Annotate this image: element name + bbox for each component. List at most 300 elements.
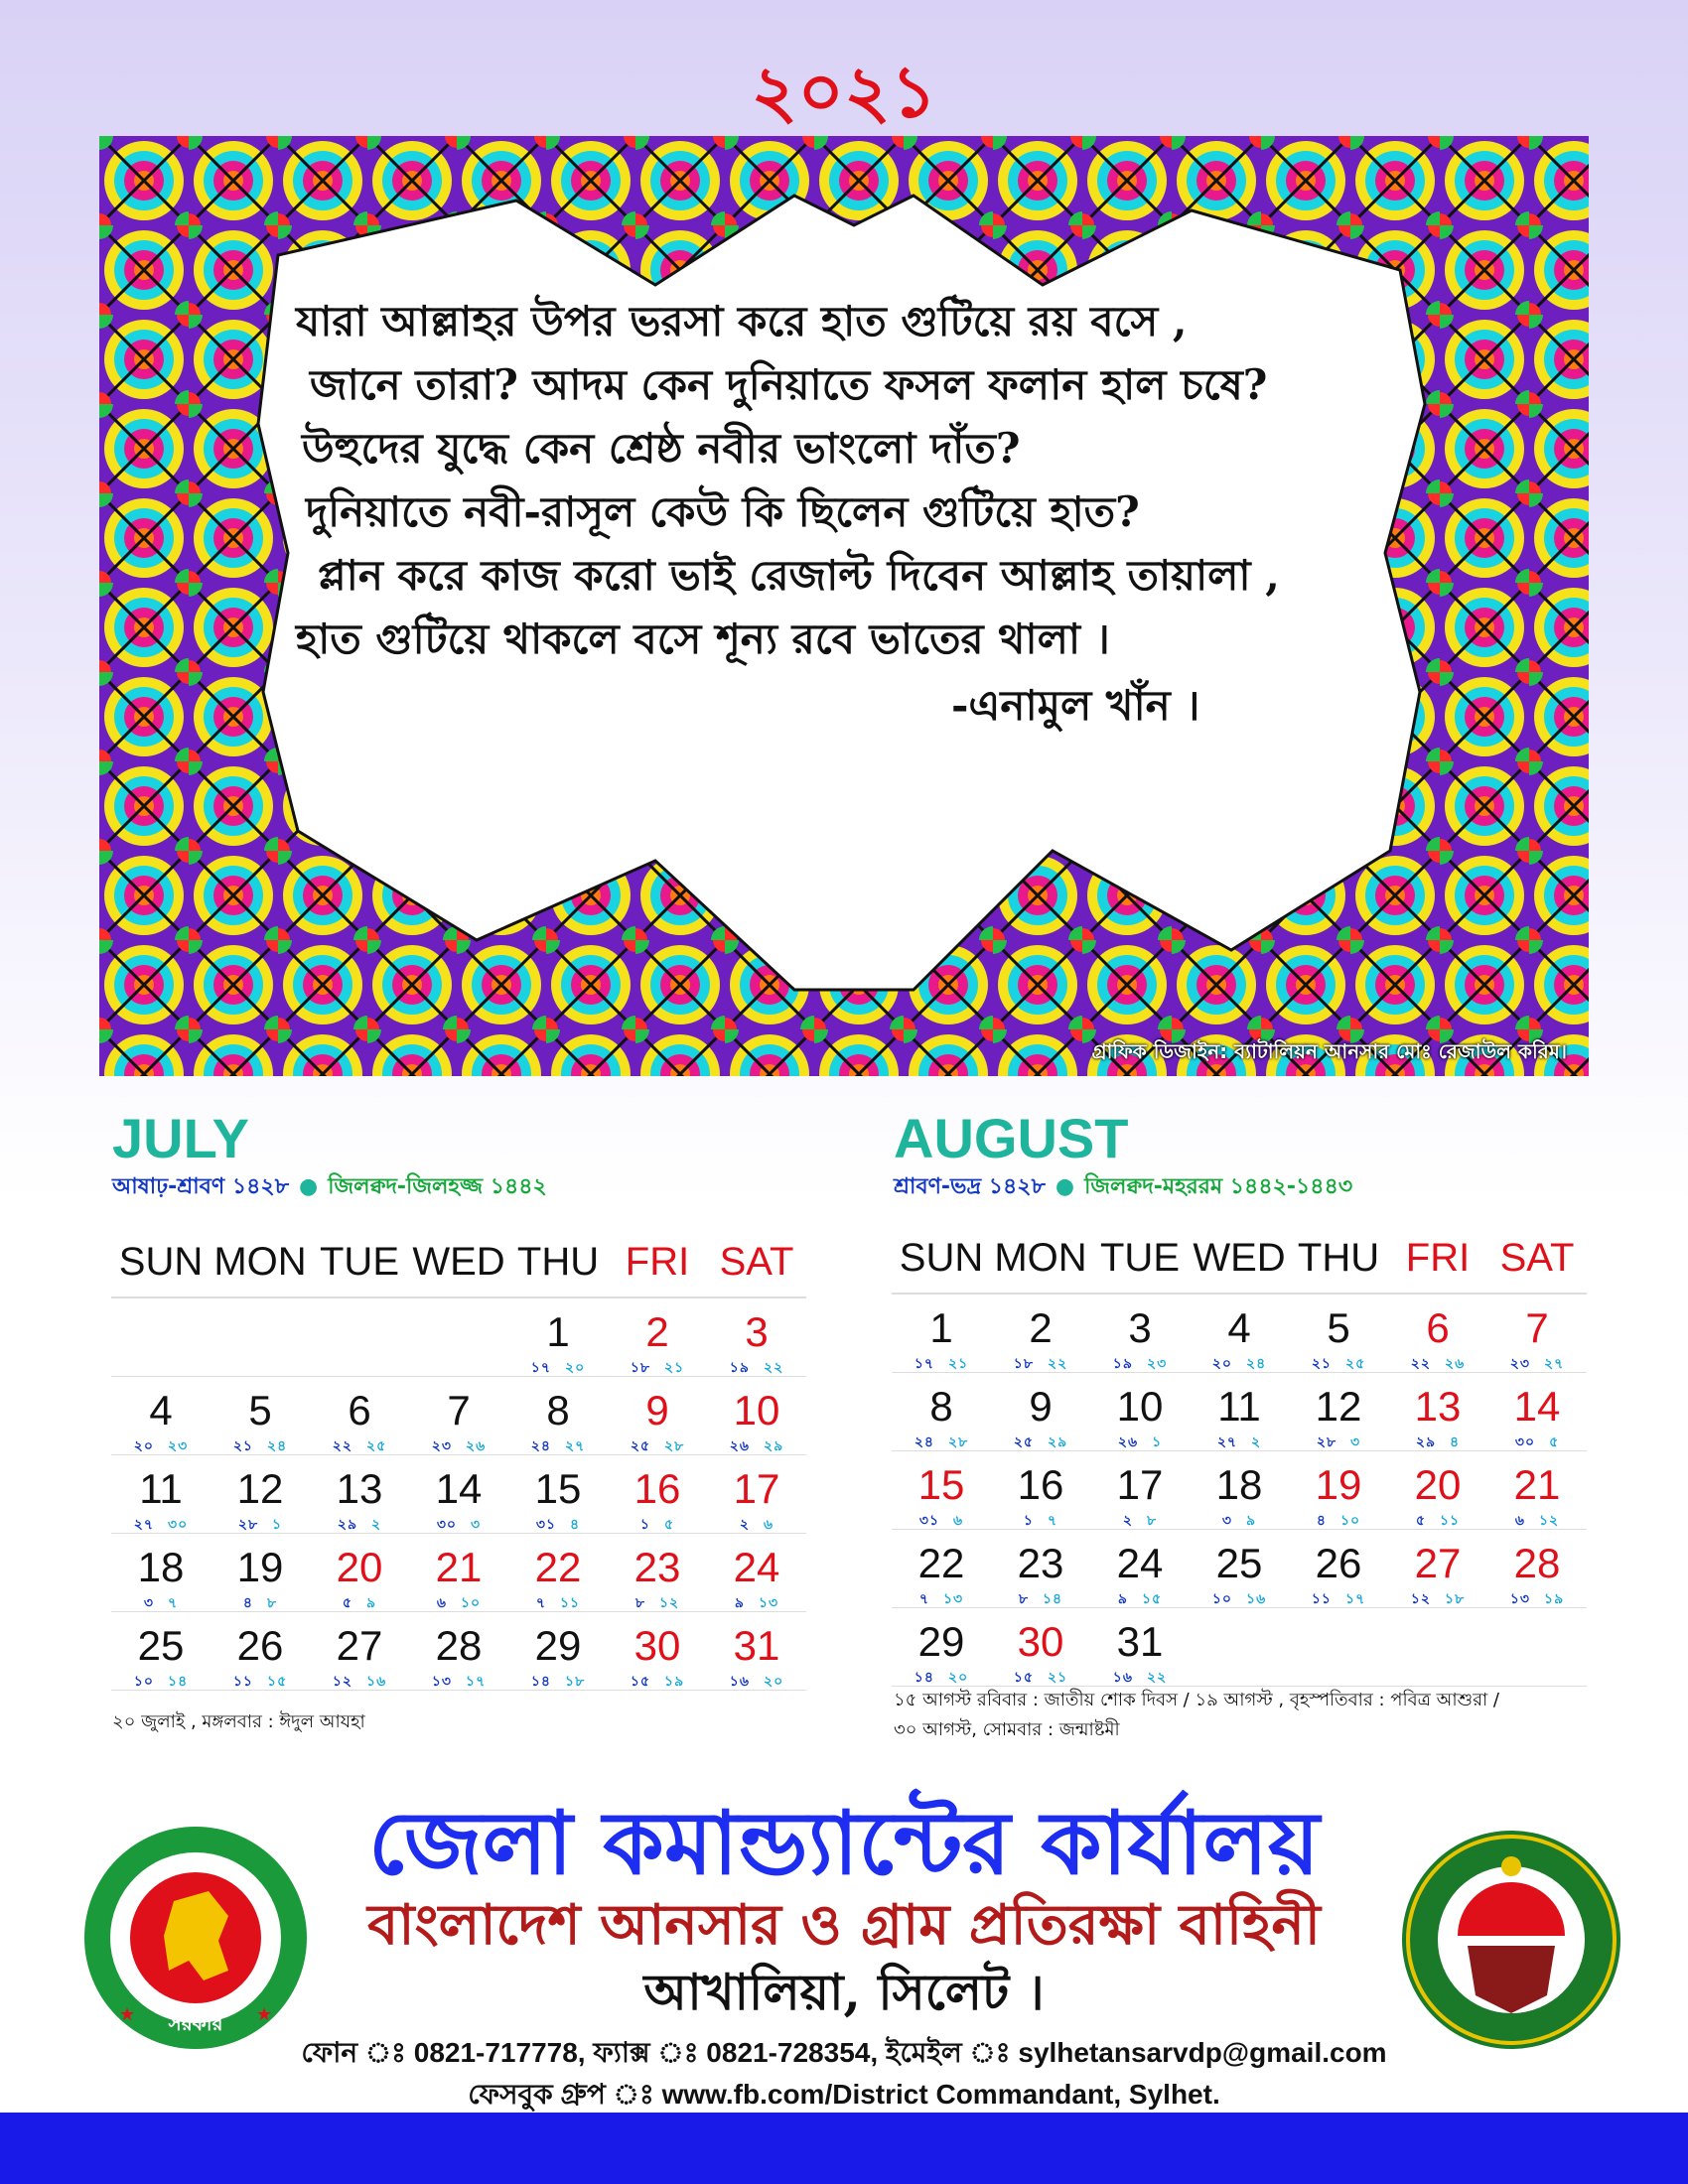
day-cell [409,1455,508,1533]
day-cell [1090,1295,1190,1372]
hijri-date: ১ [272,1517,283,1533]
hijri-date: ২ [1251,1434,1262,1450]
day-number: 18 [1215,1461,1263,1508]
day-number: 13 [1414,1383,1462,1430]
month-subtitle [894,1169,1352,1205]
bangla-date: ৪ [1316,1513,1327,1529]
alt-calendar-dates [409,1670,508,1694]
day-cell [1190,1530,1289,1607]
bangla-date: ১৪ [530,1674,551,1690]
day-cell [508,1377,608,1454]
month-name: JULY [112,1107,250,1169]
july-calendar [111,1227,806,1691]
week-row [111,1298,806,1377]
day-number: 23 [1017,1540,1064,1586]
day-cell [111,1377,211,1454]
day-number: 26 [236,1622,284,1669]
day-cell [608,1298,707,1376]
bangla-date: ২৬ [729,1438,751,1454]
weekday-fri: FRI [625,1239,690,1284]
day-number: 27 [336,1622,383,1669]
weekday-tue: TUE [320,1239,399,1284]
week-row [892,1451,1587,1530]
day-cell [310,1534,409,1611]
hijri-date: ১৯ [1544,1591,1565,1607]
day-cell [211,1377,310,1454]
bangla-date: ২ [739,1517,750,1533]
weekday-sat: SAT [1499,1235,1575,1280]
day-number: 30 [633,1622,681,1669]
hijri-date: ১৭ [1344,1591,1366,1607]
day-cell [892,1373,991,1450]
hijri-months: জিলক্বদ-মহররম ১৪৪২-১৪৪৩ [1084,1174,1353,1199]
svg-text:★: ★ [119,2004,136,2025]
day-number: 13 [336,1465,383,1512]
bangla-date: ২৮ [237,1517,259,1533]
hijri-date: ১৩ [942,1591,964,1607]
svg-text:সরকার: সরকার [168,2011,223,2035]
hijri-date: ২২ [1047,1356,1068,1372]
bangla-date: ৩১ [535,1517,557,1533]
bangla-date: ২৪ [914,1434,934,1450]
day-cell [211,1534,310,1611]
hijri-date: ১৫ [267,1674,288,1690]
day-cell [310,1298,409,1376]
bangla-date: ৩১ [918,1513,940,1529]
day-cell [991,1530,1090,1607]
hijri-date: ১৩ [758,1595,779,1611]
week-row [892,1295,1587,1373]
day-cell [508,1298,608,1376]
hijri-date: ১৬ [366,1674,387,1690]
day-number: 21 [1513,1461,1561,1508]
hijri-date: ১৮ [565,1674,586,1690]
bangla-date: ৭ [535,1595,546,1611]
bangla-date: ১৮ [1013,1356,1034,1372]
hijri-date: ১৬ [1246,1591,1267,1607]
day-cell [310,1612,409,1690]
day-cell [1190,1373,1289,1450]
bangla-date: ২২ [332,1438,353,1454]
poem-poster [99,136,1589,1076]
day-number: 29 [917,1618,965,1665]
day-number: 9 [1029,1383,1053,1430]
day-number: 20 [1414,1461,1462,1508]
day-number: 10 [733,1387,780,1433]
bangla-date: ২৬ [1117,1434,1139,1450]
hijri-date: ১৪ [1042,1591,1063,1607]
day-cell [310,1377,409,1454]
alt-calendar-dates [608,1670,707,1694]
day-cell [1090,1530,1190,1607]
bangla-date: ৯ [1117,1591,1128,1607]
day-cell [1487,1608,1587,1686]
day-cell [111,1534,211,1611]
day-number: 5 [248,1387,272,1433]
weekday-header [892,1223,1587,1295]
bangla-date: ১৯ [1112,1356,1133,1372]
day-number: 10 [1116,1383,1164,1430]
day-cell [409,1298,508,1376]
week-row [111,1534,806,1612]
hijri-date: ৩ [471,1517,482,1533]
day-number: 7 [447,1387,471,1433]
day-number: 21 [435,1544,483,1590]
hijri-date: ১০ [1339,1513,1361,1529]
day-number: 7 [1525,1304,1549,1351]
day-cell [1388,1295,1487,1372]
hijri-date: ২০ [763,1674,784,1690]
day-cell [991,1373,1090,1450]
day-number: 16 [1017,1461,1064,1508]
bangla-date: ১১ [1311,1591,1332,1607]
day-cell [991,1295,1090,1372]
day-number: 2 [1029,1304,1053,1351]
bangla-date: ৩০ [1514,1434,1536,1450]
hijri-date: ১০ [460,1595,482,1611]
day-number: 31 [733,1622,780,1669]
day-cell [892,1608,991,1686]
weekday-header [111,1227,806,1298]
bangla-date: ৬ [436,1595,447,1611]
bangla-date: ২৩ [431,1438,452,1454]
bangla-date: ২৫ [630,1438,650,1454]
hijri-date: ২৯ [764,1438,784,1454]
note-line: ১৫ আগস্ট রবিবার : জাতীয় শোক দিবস / ১৯ আগস্ট , বৃহস্পতিবার : পবিত্র আশুরা / [894,1690,1499,1710]
hijri-date: ৮ [1147,1513,1158,1529]
day-cell [211,1612,310,1690]
day-cell [211,1455,310,1533]
weekday-mon: MON [994,1235,1087,1280]
day-cell [1388,1451,1487,1529]
bangla-date: ২৮ [1316,1434,1337,1450]
hijri-date: ৭ [1047,1513,1058,1529]
design-credit: গ্রাফিক ডিজাইন: ব্যাটালিয়ন আনসার মোঃ রেজাউল করিম। [1091,1039,1567,1063]
day-cell [892,1295,991,1372]
day-cell [707,1534,806,1611]
day-cell [1090,1608,1190,1686]
hijri-date: ২০ [564,1360,586,1376]
day-number: 15 [534,1465,582,1512]
year-heading: ২০২১ [751,49,937,133]
bangla-date: ৮ [634,1595,645,1611]
hijri-date: ২২ [1146,1670,1168,1686]
bangla-date: ২২ [1410,1356,1431,1372]
day-cell [1289,1451,1388,1529]
day-number: 3 [745,1308,769,1355]
day-cell [1289,1373,1388,1450]
day-cell [707,1377,806,1454]
day-cell [1487,1373,1587,1450]
bangla-date: ১২ [332,1674,352,1690]
day-number: 24 [1116,1540,1164,1586]
day-number: 20 [336,1544,383,1590]
day-cell [111,1612,211,1690]
week-row [111,1612,806,1691]
office-title: জেলা কমান্ড্যান্টের কার্যালয় [368,1791,1320,1894]
hijri-date: ৬ [764,1517,774,1533]
day-cell [892,1530,991,1607]
hijri-date: ৬ [953,1513,964,1529]
day-number: 1 [546,1308,570,1355]
day-cell [608,1534,707,1611]
hijri-date: ৪ [1450,1434,1461,1450]
office-location: আখালিয়া, সিলেট । [643,1963,1045,2021]
bangla-date: ৩০ [436,1517,458,1533]
week-row [892,1373,1587,1451]
day-number: 3 [1128,1304,1152,1351]
bangla-months: আষাঢ়-শ্রাবণ ১৪২৮ [112,1174,289,1199]
day-number: 19 [236,1544,284,1590]
day-cell [1289,1608,1388,1686]
hijri-date: ২৪ [267,1438,288,1454]
day-number: 11 [139,1465,183,1512]
august-holiday-note [894,1686,1499,1745]
day-number: 8 [546,1387,570,1433]
poem-line: উহুদের যুদ্ধে কেন শ্রেষ্ঠ নবীর ভাংলো দাঁত? [302,424,1021,473]
bangla-date: ২০ [1211,1356,1233,1372]
hijri-date: ১ [1152,1434,1163,1450]
day-number: 17 [1116,1461,1164,1508]
day-number: 14 [1513,1383,1561,1430]
day-cell [508,1455,608,1533]
day-number: 5 [1327,1304,1350,1351]
day-cell [991,1451,1090,1529]
hijri-date: ২১ [1047,1670,1068,1686]
month-subtitle [112,1169,547,1205]
hijri-date: ২৯ [1048,1434,1068,1450]
hijri-date: ২৮ [664,1438,685,1454]
bullet-icon: ● [1055,1174,1075,1199]
organization-name: বাংলাদেশ আনসার ও গ্রাম প্রতিরক্ষা বাহিনী [367,1892,1321,1958]
hijri-date: ১৪ [168,1674,189,1690]
hijri-date: ৪ [570,1517,581,1533]
day-number: 26 [1315,1540,1362,1586]
weekday-mon: MON [213,1239,307,1284]
july-header [112,1108,547,1205]
bangla-date: ১৬ [729,1674,750,1690]
day-cell [1289,1530,1388,1607]
alt-calendar-dates [508,1670,608,1694]
day-number: 4 [1227,1304,1251,1351]
bangla-date: ২৪ [530,1438,551,1454]
day-number: 4 [149,1387,173,1433]
contact-line: ফোন ঃ 0821-717778, ফ্যাক্স ঃ 0821-728354, ইমেইল ঃ sylhetansarvdp@gmail.com [301,2037,1387,2068]
alt-calendar-dates [707,1670,806,1694]
hijri-date: ১৯ [664,1674,685,1690]
day-number: 6 [348,1387,371,1433]
day-number: 6 [1426,1304,1450,1351]
day-number: 27 [1414,1540,1462,1586]
weekday-fri: FRI [1405,1235,1471,1280]
day-number: 25 [1215,1540,1263,1586]
august-calendar [892,1223,1587,1687]
bangla-date: ১ [1023,1513,1034,1529]
august-header [894,1108,1352,1205]
hijri-date: ২৬ [466,1438,487,1454]
day-number: 12 [236,1465,284,1512]
hijri-date: ১২ [658,1595,680,1611]
weekday-sun: SUN [118,1239,204,1284]
bangla-date: ১৪ [914,1670,934,1686]
day-number: 22 [534,1544,582,1590]
hijri-date: ২১ [663,1360,685,1376]
hijri-date: ১১ [1439,1513,1461,1529]
day-number: 16 [633,1465,681,1512]
day-cell [1090,1451,1190,1529]
hijri-date: ৫ [1549,1434,1560,1450]
hijri-date: ২৫ [366,1438,387,1454]
bullet-icon: ● [299,1174,319,1199]
hijri-date: ১২ [1538,1513,1560,1529]
day-number: 12 [1315,1383,1362,1430]
hijri-date: ২০ [947,1670,969,1686]
day-cell [1289,1295,1388,1372]
bangla-date: ১০ [133,1674,154,1690]
bangla-date: ১ [639,1517,650,1533]
hijri-date: ৮ [267,1595,278,1611]
hijri-date: ২৩ [168,1438,189,1454]
poem-line: জানে তারা? আদম কেন দুনিয়াতে ফসল ফলান হাল চষে? [310,360,1268,409]
poem-line: হাত গুটিয়ে থাকলে বসে শূন্য রবে ভাতের থালা । [296,614,1110,663]
hijri-date: ২১ [948,1356,969,1372]
hijri-date: ৯ [1246,1513,1257,1529]
day-cell [1487,1451,1587,1529]
weekday-sat: SAT [719,1239,794,1284]
day-cell [409,1377,508,1454]
day-number: 28 [435,1622,483,1669]
day-cell [1487,1295,1587,1372]
month-name: AUGUST [894,1107,1129,1169]
hijri-date: ২৭ [564,1438,586,1454]
day-cell [892,1451,991,1529]
poem-line: প্লান করে কাজ করো ভাই রেজাল্ট দিবেন আল্লাহ তায়ালা , [318,551,1280,600]
alt-calendar-dates [310,1670,409,1694]
day-cell [707,1298,806,1376]
bangla-date: ৩ [143,1595,154,1611]
hijri-date: ২২ [763,1360,784,1376]
hijri-date: ২৭ [1544,1356,1565,1372]
bangla-date: ২৭ [133,1517,154,1533]
weekday-wed: WED [412,1239,505,1284]
day-number: 28 [1513,1540,1561,1586]
day-number: 15 [917,1461,965,1508]
hijri-date: ২৬ [1445,1356,1466,1372]
day-number: 9 [645,1387,669,1433]
day-number: 2 [645,1308,669,1355]
day-cell [1388,1608,1487,1686]
weekday-sun: SUN [899,1235,984,1280]
day-number: 17 [733,1465,780,1512]
bangla-date: ৯ [734,1595,745,1611]
day-cell [1090,1373,1190,1450]
day-cell [1388,1530,1487,1607]
day-cell [608,1377,707,1454]
bangla-date: ২৭ [1216,1434,1238,1450]
july-holiday-note: ২০ জুলাই , মঙ্গলবার : ঈদুল আযহা [112,1711,365,1732]
bangla-date: ৬ [1514,1513,1525,1529]
bangla-date: ৫ [1415,1513,1426,1529]
bangla-date: ১৩ [1509,1591,1530,1607]
day-cell [1487,1530,1587,1607]
bangla-date: ৮ [1018,1591,1029,1607]
svg-text:★: ★ [256,2004,273,2025]
bangla-date: ১৭ [914,1356,934,1372]
day-cell [608,1612,707,1690]
poem-text [288,290,1410,741]
day-cell [508,1534,608,1611]
bangla-date: ২ [1122,1513,1133,1529]
hijri-months: জিলক্বদ-জিলহজ্জ ১৪৪২ [328,1174,547,1199]
hijri-date: ৭ [168,1595,179,1611]
bangla-date: ২০ [133,1438,154,1454]
bangla-date: ৫ [342,1595,352,1611]
bangla-date: ২১ [1311,1356,1332,1372]
week-row [111,1455,806,1534]
hijri-date: ১৫ [1141,1591,1163,1607]
day-cell [1190,1295,1289,1372]
day-cell [409,1612,508,1690]
alt-calendar-dates [111,1670,211,1694]
day-number: 24 [733,1544,780,1590]
day-number: 1 [929,1304,953,1351]
bangla-date: ১৫ [1013,1670,1034,1686]
bangla-date: ২৫ [1013,1434,1034,1450]
day-cell [1190,1451,1289,1529]
day-cell [991,1608,1090,1686]
day-number: 29 [534,1622,582,1669]
day-cell [409,1534,508,1611]
day-number: 19 [1315,1461,1362,1508]
day-number: 25 [137,1622,185,1669]
hijri-date: ২৪ [1246,1356,1267,1372]
week-row [892,1608,1587,1687]
day-cell [111,1455,211,1533]
bangla-date: ৩ [1221,1513,1232,1529]
day-number: 18 [137,1544,185,1590]
day-number: 30 [1017,1618,1064,1665]
week-row [111,1377,806,1455]
bottom-bar [0,2113,1688,2184]
hijri-date: ৫ [664,1517,675,1533]
bangla-date: ১৬ [1112,1670,1133,1686]
bangla-date: ১৩ [431,1674,452,1690]
bangla-date: ২৯ [1415,1434,1437,1450]
day-cell [1388,1373,1487,1450]
day-cell [707,1455,806,1533]
alt-calendar-dates [211,1670,310,1694]
bangla-date: ২৯ [337,1517,358,1533]
bangla-date: ১২ [1410,1591,1431,1607]
bangla-months: শ্রাবণ-ভদ্র ১৪২৮ [894,1174,1046,1199]
day-number: 31 [1116,1618,1164,1665]
day-cell [310,1455,409,1533]
weekday-tue: TUE [1100,1235,1180,1280]
week-row [892,1530,1587,1608]
day-cell [111,1298,211,1376]
hijri-date: ২ [371,1517,382,1533]
weekday-thu: THU [516,1239,600,1284]
weekday-wed: WED [1193,1235,1286,1280]
bangla-date: ২৩ [1509,1356,1530,1372]
note-line: ৩০ আগস্ট, সোমবার : জন্মাষ্টমী [894,1719,1120,1740]
day-number: 8 [929,1383,953,1430]
poem-author: -এনামুল খাঁন । [951,681,1200,730]
bangla-date: ১৫ [630,1674,650,1690]
day-cell [211,1298,310,1376]
hijri-date: ২৮ [948,1434,969,1450]
day-cell [608,1455,707,1533]
